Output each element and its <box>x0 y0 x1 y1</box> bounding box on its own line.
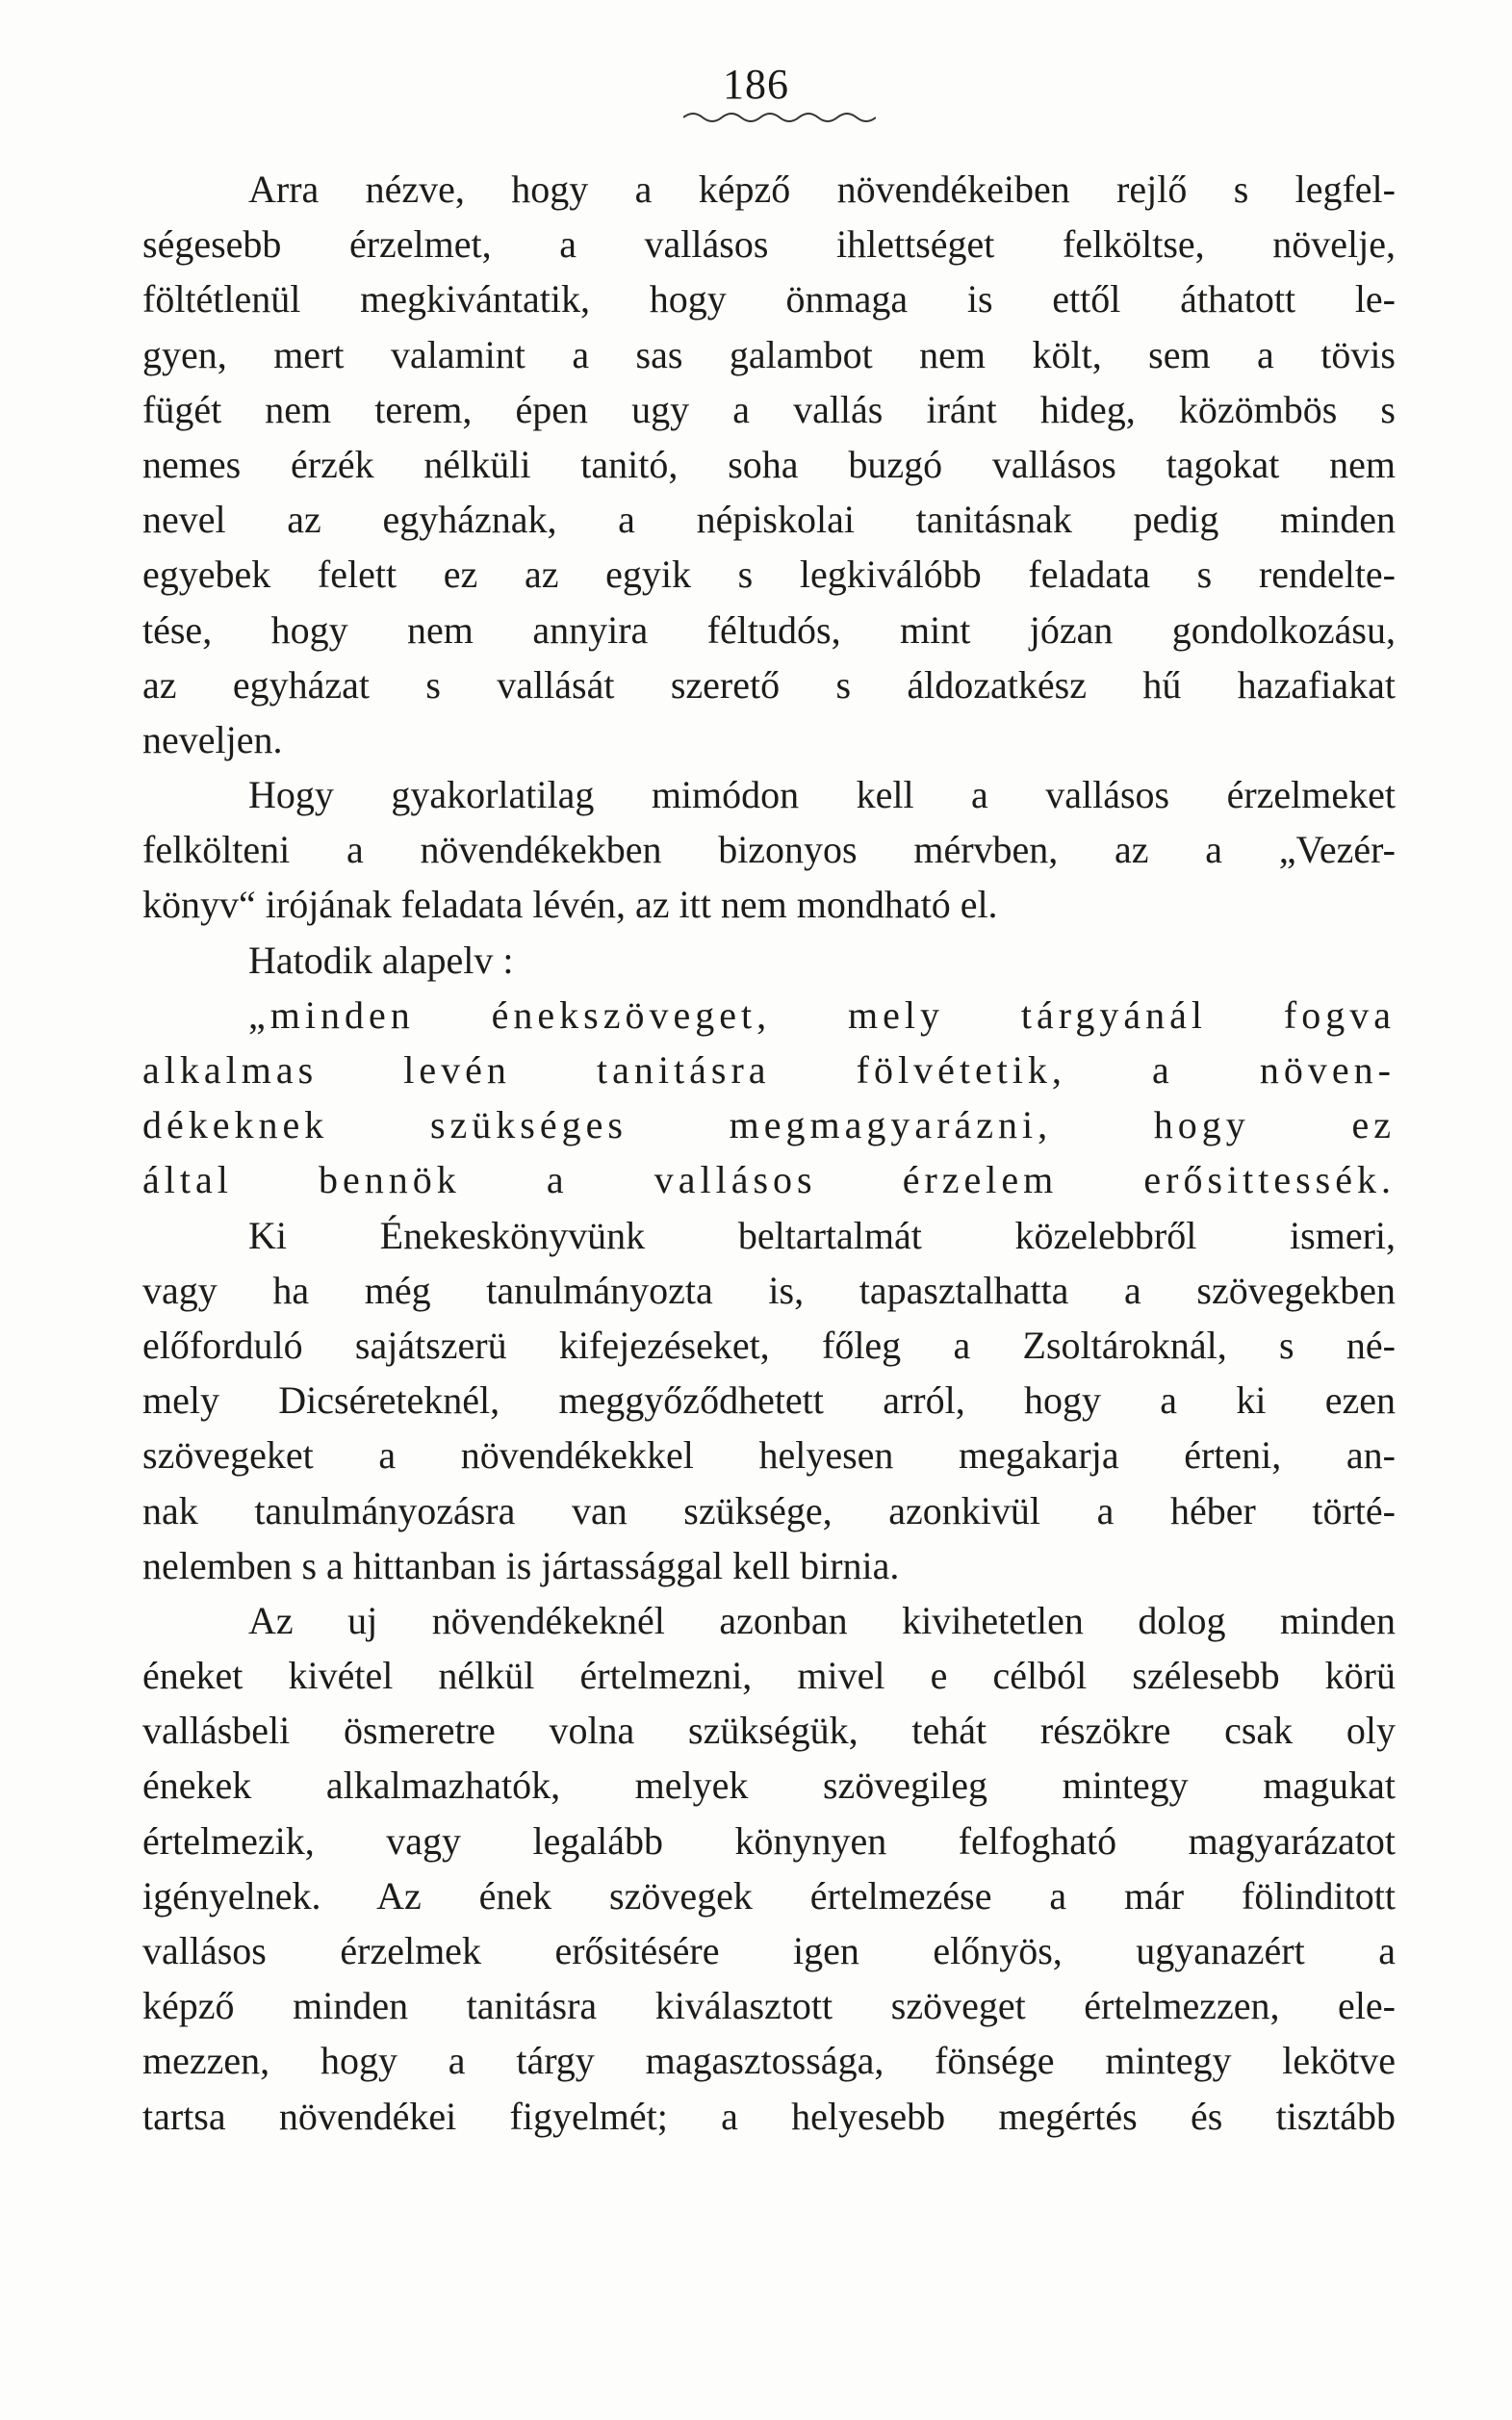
text-line: értelmezik, vagy legalább könynyen felfogható magyarázatot <box>142 1818 1396 1863</box>
text-line: nelemben s a hittanban is jártassággal kell birnia. <box>142 1543 900 1587</box>
text-line: gyen, mert valamint a sas galambot nem költ, sem a tövis <box>142 332 1396 376</box>
text-line: éneket kivétel nélkül értelmezni, mivel e célból szélesebb körü <box>142 1654 1396 1698</box>
text-line: az egyházat s vallását szerető s áldozatkész hű hazafiakat <box>142 662 1396 707</box>
text-line: mely Dicséreteknél, meggyőződhetett arról, hogy a ki ezen <box>142 1378 1396 1423</box>
text-line: alkalmas levén tanitásra fölvétetik, a növen- <box>142 1048 1396 1092</box>
text-line: vagy ha még tanulmányozta is, tapasztalhatta a szövegekben <box>142 1268 1396 1312</box>
text-line: Az uj növendékeknél azonban kivihetetlen dolog minden <box>248 1598 1396 1642</box>
text-line: igényelnek. Az ének szövegek értelmezése a már fölinditott <box>142 1873 1396 1918</box>
text-line: Arra nézve, hogy a képző növendékeiben rejlő s legfel- <box>248 167 1396 211</box>
text-line: nak tanulmányozásra van szüksége, azonkivül a héber törté- <box>142 1488 1396 1532</box>
text-line: vallásbeli ösmeretre volna szükségük, tehát részökre csak oly <box>142 1709 1396 1753</box>
text-line: nevel az egyháznak, a népiskolai tanitásnak pedig minden <box>142 498 1396 542</box>
text-line: tése, hogy nem annyira féltudós, mint józan gondolkozásu, <box>142 607 1396 652</box>
text-line: tartsa növendékei figyelmét; a helyesebb megértés és tisztább <box>142 2094 1396 2138</box>
text-line: könyv“ irójának feladata lévén, az itt nem mondható el. <box>142 883 998 927</box>
text-line: mezzen, hogy a tárgy magasztossága, fönsége mintegy lekötve <box>142 2039 1396 2083</box>
text-line: felkölteni a növendékekben bizonyos mérvben, az a „Vezér- <box>142 828 1396 872</box>
page-number: 186 <box>723 61 789 108</box>
ornament-flourish <box>683 110 876 125</box>
text-line: Ki Énekeskönyvünk beltartalmát közelebbről ismeri, <box>248 1213 1396 1257</box>
text-line: „minden énekszöveget, mely tárgyánál fogva <box>248 992 1396 1037</box>
text-line: énekek alkalmazhatók, melyek szövegileg mintegy magukat <box>142 1764 1396 1808</box>
text-line: neveljen. <box>142 717 283 761</box>
body-text <box>142 162 1396 2144</box>
text-line: képző minden tanitásra kiválasztott szöveget értelmezzen, ele- <box>142 1984 1396 2028</box>
text-line: föltétlenül megkivántatik, hogy önmaga is ettől áthatott le- <box>142 277 1396 322</box>
text-line: ségesebb érzelmet, a vallásos ihlettséget felköltse, növelje, <box>142 222 1396 267</box>
text-line: vallásos érzelmek erősitésére igen előnyös, ugyanazért a <box>142 1929 1396 1972</box>
text-line: nemes érzék nélküli tanitó, soha buzgó vallásos tagokat nem <box>142 442 1396 486</box>
text-line: egyebek felett ez az egyik s legkiválóbb feladata s rendelte- <box>142 553 1396 597</box>
text-line: által bennök a vallásos érzelem erősittessék. <box>142 1158 1396 1202</box>
text-line: szövegeket a növendékekkel helyesen megakarja érteni, an- <box>142 1433 1396 1478</box>
text-line: Hogy gyakorlatilag mimódon kell a vallásos érzelmeket <box>248 773 1396 817</box>
text-line: dékeknek szükséges megmagyarázni, hogy ez <box>142 1103 1396 1147</box>
text-line: előforduló sajátszerü kifejezéseket, főleg a Zsoltároknál, s né- <box>142 1323 1396 1367</box>
text-line: fügét nem terem, épen ugy a vallás iránt hideg, közömbös s <box>142 387 1396 431</box>
text-line: Hatodik alapelv : <box>248 938 514 982</box>
